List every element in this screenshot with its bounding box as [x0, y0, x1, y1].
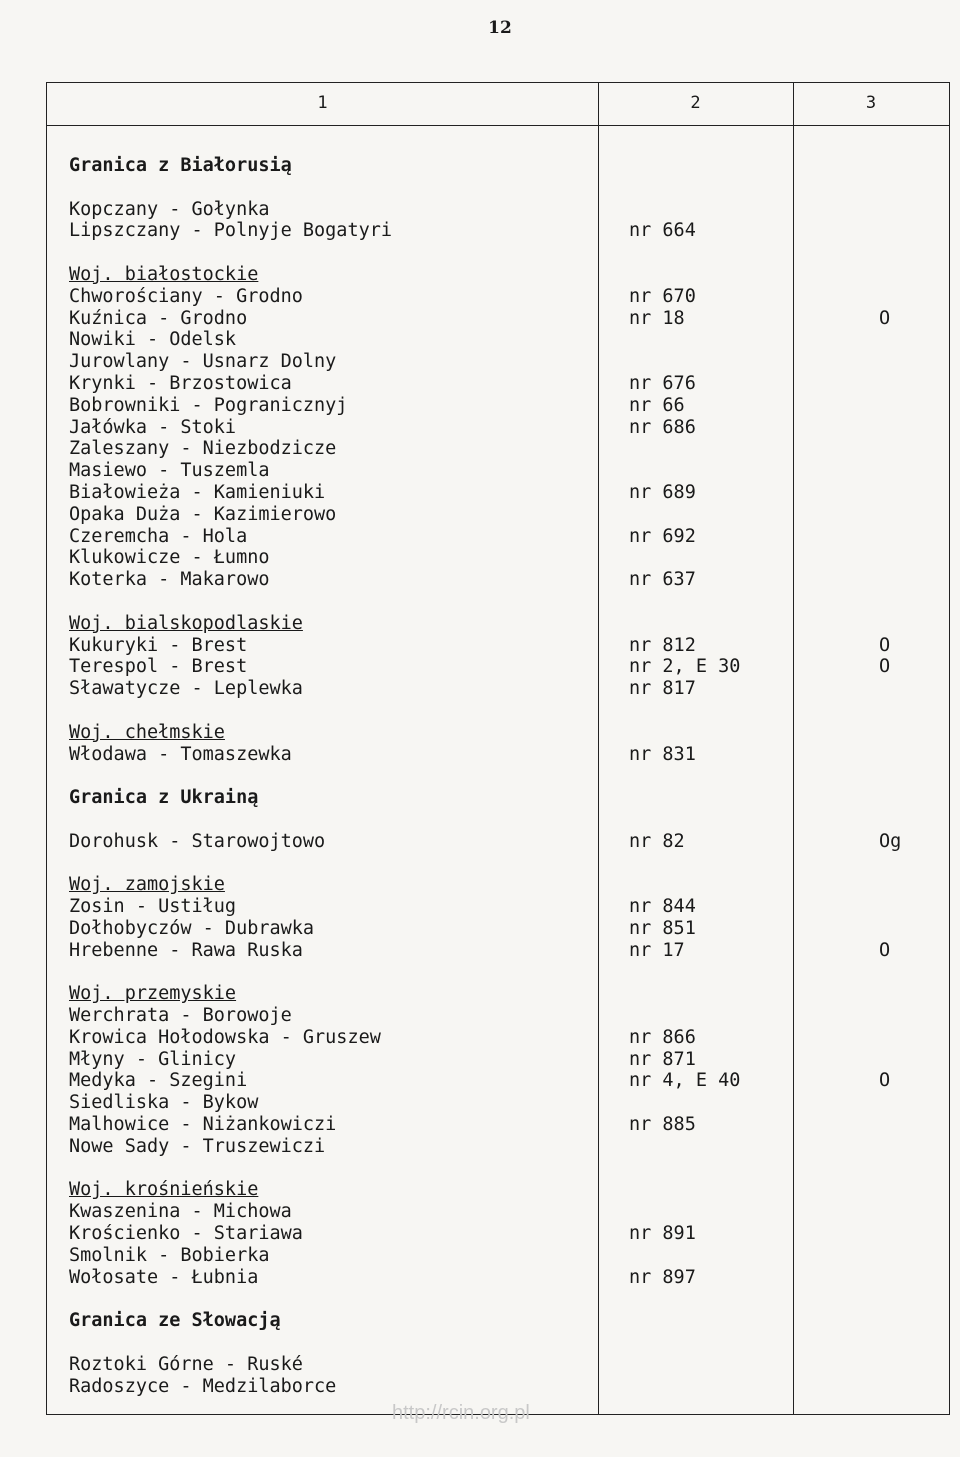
crossing-name: Chworościany - Grodno [69, 285, 303, 307]
crossing-name: Granica z Białorusią [69, 155, 292, 176]
road-number: nr 670 [629, 285, 696, 307]
watermark-url: http://rcin.org.pl [392, 1402, 530, 1424]
table-row [47, 199, 949, 221]
crossing-name: Krościenko - Stariawa [69, 1223, 303, 1245]
crossing-name: Lipszczany - Polnyje Bogatyri [69, 220, 393, 242]
table-row [47, 918, 949, 940]
column-header-2: 2 [690, 93, 701, 113]
crossing-name: Krowica Hołodowska - Gruszew [69, 1026, 381, 1048]
crossing-name: Granica z Ukrainą [69, 787, 259, 809]
crossing-type: O [879, 634, 891, 656]
voivodeship-heading [47, 722, 949, 744]
crossing-name: Czeremcha - Hola [69, 525, 248, 547]
road-number: nr 844 [629, 896, 696, 918]
spacer-row [47, 177, 949, 199]
table-row [47, 220, 949, 242]
road-number: nr 637 [629, 569, 696, 591]
table-row [47, 1070, 949, 1092]
crossing-name: Woj. białostockie [69, 263, 259, 285]
road-number: nr 686 [629, 416, 696, 438]
page-number: 12 [488, 18, 512, 38]
table-row [47, 656, 949, 678]
section-heading [47, 1310, 949, 1332]
table-row [47, 438, 949, 460]
crossing-type: O [879, 656, 891, 678]
crossing-name: Sławatycze - Leplewka [69, 678, 303, 700]
road-number: nr 664 [629, 220, 696, 242]
column-header-1: 1 [317, 93, 328, 113]
crossing-name: Granica ze Słowacją [69, 1310, 281, 1332]
spacer-row [47, 1158, 949, 1180]
road-number: nr 18 [629, 307, 685, 329]
table-row [47, 308, 949, 330]
road-number: nr 689 [629, 481, 696, 503]
crossing-name: Nowiki - Odelsk [69, 329, 237, 351]
table-row [47, 1027, 949, 1049]
crossing-name: Woj. przemyskie [69, 983, 237, 1005]
table-row [47, 395, 949, 417]
road-number: nr 817 [629, 678, 696, 700]
table-row [47, 482, 949, 504]
table-row [47, 351, 949, 373]
crossing-type: Og [879, 830, 902, 852]
table-row [47, 417, 949, 439]
crossing-name: Smolnik - Bobierka [69, 1244, 270, 1266]
spacer-row [47, 591, 949, 613]
crossing-name: Krynki - Brzostowica [69, 372, 292, 394]
voivodeship-heading [47, 874, 949, 896]
table-row [47, 1267, 949, 1289]
spacer-row [47, 961, 949, 983]
crossing-name: Kopczany - Gołynka [69, 198, 270, 220]
spacer-row [47, 700, 949, 722]
crossing-name: Roztoki Górne - Ruské [69, 1353, 303, 1375]
voivodeship-heading [47, 1179, 949, 1201]
table-row [47, 460, 949, 482]
table-body [47, 155, 949, 1397]
table-row [47, 1201, 949, 1223]
table-row [47, 286, 949, 308]
crossing-name: Wołosate - Łubnia [69, 1266, 259, 1288]
column-header-3: 3 [865, 93, 877, 113]
table-row [47, 1114, 949, 1136]
road-number: nr 897 [629, 1266, 696, 1288]
crossing-type: O [879, 939, 891, 961]
table-row [47, 1376, 949, 1398]
table-row [47, 1245, 949, 1267]
crossing-name: Woj. zamojskie [69, 874, 225, 896]
road-number: nr 866 [629, 1026, 696, 1048]
crossing-name: Dołhobyczów - Dubrawka [69, 917, 315, 939]
crossing-name: Woj. chełmskie [69, 721, 225, 743]
road-number: nr 4, E 40 [629, 1070, 741, 1092]
spacer-row [47, 853, 949, 875]
crossing-name: Masiewo - Tuszemla [69, 460, 270, 482]
road-number: nr 831 [629, 743, 696, 765]
crossing-name: Jurowlany - Usnarz Dolny [69, 351, 337, 373]
crossing-name: Włodawa - Tomaszewka [69, 743, 292, 765]
table-row [47, 678, 949, 700]
table-row [47, 744, 949, 766]
crossing-name: Siedliska - Bykow [69, 1092, 259, 1114]
crossing-type: O [879, 307, 891, 329]
road-number: nr 871 [629, 1048, 696, 1070]
crossing-name: Zaleszany - Niezbodzicze [69, 438, 337, 460]
table-row [47, 329, 949, 351]
crossing-type: O [879, 1070, 891, 1092]
table-row [47, 1092, 949, 1114]
table-row [47, 635, 949, 657]
crossing-name: Jałówka - Stoki [69, 416, 237, 438]
voivodeship-heading [47, 264, 949, 286]
table-row [47, 1354, 949, 1376]
crossing-name: Koterka - Makarowo [69, 569, 270, 591]
section-heading [47, 787, 949, 809]
crossing-name: Radoszyce - Medzilaborce [69, 1375, 337, 1397]
crossing-name: Nowe Sady - Truszewiczi [69, 1135, 326, 1157]
table-row [47, 504, 949, 526]
crossing-name: Dorohusk - Starowojtowo [69, 830, 326, 852]
crossing-name: Malhowice - Niżankowiczi [69, 1114, 337, 1136]
crossing-name: Kukuryki - Brest [69, 634, 248, 656]
table-row [47, 547, 949, 569]
spacer-row [47, 242, 949, 264]
crossing-name: Bobrowniki - Pogranicznyj [69, 394, 348, 416]
road-number: nr 891 [629, 1223, 696, 1245]
crossing-name: Kwaszenina - Michowa [69, 1201, 292, 1223]
crossing-name: Białowieża - Kamieniuki [69, 481, 326, 503]
table-row [47, 1005, 949, 1027]
road-number: nr 885 [629, 1114, 696, 1136]
road-number: nr 82 [629, 830, 685, 852]
road-number: nr 17 [629, 939, 685, 961]
crossing-name: Hrebenne - Rawa Ruska [69, 939, 303, 961]
table-row [47, 896, 949, 918]
table-row [47, 831, 949, 853]
crossing-name: Woj. krośnieńskie [69, 1179, 259, 1201]
voivodeship-heading [47, 613, 949, 635]
spacer-row [47, 1332, 949, 1354]
spacer-row [47, 1288, 949, 1310]
spacer-row [47, 765, 949, 787]
table-row [47, 1049, 949, 1071]
road-number: nr 851 [629, 917, 696, 939]
spacer-row [47, 809, 949, 831]
crossing-name: Młyny - Glinicy [69, 1048, 237, 1070]
crossing-name: Kuźnica - Grodno [69, 307, 248, 329]
table-row [47, 373, 949, 395]
table-row [47, 526, 949, 548]
crossing-name: Werchrata - Borowoje [69, 1005, 292, 1027]
road-number: nr 676 [629, 372, 696, 394]
road-number: nr 2, E 30 [629, 656, 741, 678]
road-number: nr 66 [629, 394, 685, 416]
table-row [47, 1223, 949, 1245]
border-crossings-table [46, 82, 950, 1415]
crossing-name: Opaka Duża - Kazimierowo [69, 503, 337, 525]
voivodeship-heading [47, 983, 949, 1005]
table-row [47, 569, 949, 591]
road-number: nr 812 [629, 634, 696, 656]
crossing-name: Zosin - Ustiług [69, 896, 237, 918]
crossing-name: Terespol - Brest [69, 656, 248, 678]
crossing-name: Klukowicze - Łumno [69, 547, 270, 569]
road-number: nr 692 [629, 525, 696, 547]
section-heading [47, 155, 949, 177]
crossing-name: Medyka - Szegini [69, 1070, 248, 1092]
header-divider [47, 125, 949, 126]
crossing-name: Woj. bialskopodlaskie [69, 612, 303, 634]
table-row [47, 1136, 949, 1158]
table-row [47, 940, 949, 962]
